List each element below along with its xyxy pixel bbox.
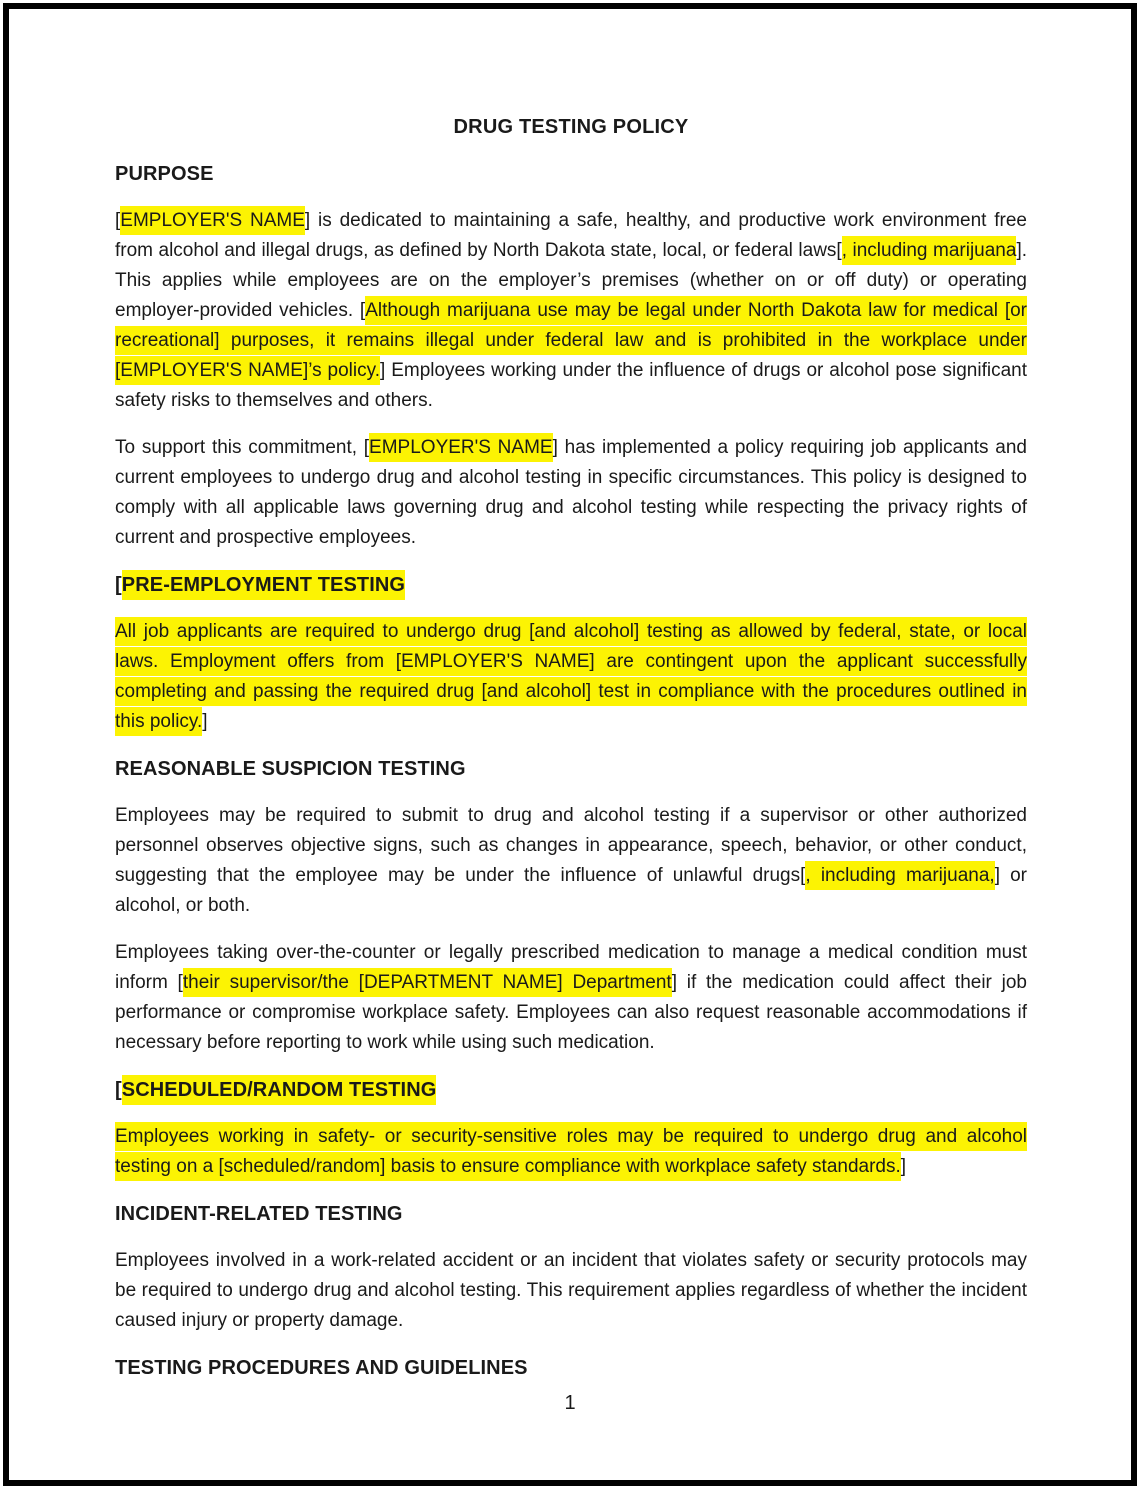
highlighted-text: All job applicants are required to undergo drug [and alcohol] testing as allowed by federal, state, or local laws. Employment offers from [EMPLOYER'S NAME] are contingent upon the applicant successfully completing and passing the required drug [and alcohol] test in compliance with the procedures outlined in this policy.	[115, 617, 1027, 736]
paragraph	[115, 801, 1027, 921]
document-title: DRUG TESTING POLICY	[453, 116, 689, 138]
section-heading	[115, 570, 1027, 600]
text-run: Employees taking over-the-counter or legally prescribed medication to manage a medical condition must inform [	[115, 942, 1027, 993]
highlighted-text: Employees working in safety- or security-sensitive roles may be required to undergo drug and alcohol testing on a [scheduled/random] basis to ensure compliance with workplace safety standards.	[115, 1122, 1027, 1181]
highlighted-text: their supervisor/the [DEPARTMENT NAME] Department	[183, 968, 672, 997]
highlighted-text: EMPLOYER'S NAME	[120, 206, 305, 235]
paragraph	[115, 1246, 1027, 1336]
paragraph	[115, 206, 1027, 416]
text-run: [	[115, 210, 121, 231]
section-heading	[115, 1199, 1027, 1229]
text-run: [	[115, 1079, 122, 1101]
text-run: Employees may be required to submit to drug and alcohol testing if a supervisor or other authorized personnel observes objective signs, such as changes in appearance, speech, behavior, or other conduct, suggesting that the employee may be under the influence of unlawful drugs[	[115, 805, 1027, 886]
text-run: ]. This applies while employees are on the employer’s premises (whether on or off duty) or operating employer-provided vehicles. [	[115, 240, 1027, 321]
highlighted-text: PRE-EMPLOYMENT TESTING	[122, 570, 405, 600]
text-run: INCIDENT-RELATED TESTING	[115, 1203, 403, 1225]
highlighted-text: EMPLOYER'S NAME	[369, 433, 553, 462]
page-number: 1	[564, 1392, 576, 1414]
text-run: ] if the medication could affect their job performance or compromise workplace safety. Employees can also request reasonable accommodations if necessary before reporting to work while using such medication.	[115, 972, 1027, 1053]
text-run: [	[115, 574, 122, 596]
highlighted-text: , including marijuana	[842, 236, 1017, 265]
text-run: To support this commitment, [	[115, 437, 370, 458]
text-run: ] or alcohol, or both.	[115, 865, 1028, 916]
paragraph	[115, 617, 1027, 737]
text-run: ]	[900, 1156, 907, 1177]
section-heading	[115, 754, 1027, 784]
section-heading	[115, 1353, 1027, 1383]
document-body	[115, 159, 1027, 1383]
highlighted-text: Although marijuana use may be legal under North Dakota law for medical [or recreational] purposes, it remains illegal under federal law and is prohibited in the workplace under [EMPLOYER'S NAME]’s policy.	[115, 296, 1027, 385]
text-run: Employees involved in a work-related accident or an incident that violates safety or security protocols may be required to undergo drug and alcohol testing. This requirement applies regardless of whether the incident caused injury or property damage.	[115, 1250, 1027, 1331]
text-run: ] is dedicated to maintaining a safe, healthy, and productive work environment free from alcohol and illegal drugs, as defined by North Dakota state, local, or federal laws[	[115, 210, 1028, 261]
text-run: REASONABLE SUSPICION TESTING	[115, 758, 466, 780]
text-run: PURPOSE	[115, 163, 214, 185]
paragraph	[115, 1122, 1027, 1182]
text-run: TESTING PROCEDURES AND GUIDELINES	[115, 1357, 528, 1379]
text-run: ] has implemented a policy requiring job applicants and current employees to undergo drug and alcohol testing in specific circumstances. This policy is designed to comply with all applicable laws governing drug and alcohol testing while respecting the privacy rights of current and prospective employees.	[115, 437, 1027, 548]
text-run: ] Employees working under the influence of drugs or alcohol pose significant safety risks to themselves and others.	[115, 360, 1028, 411]
text-run: ]	[202, 711, 208, 732]
paragraph	[115, 938, 1027, 1058]
page-content	[115, 0, 1027, 1400]
highlighted-text: , including marijuana,	[805, 861, 994, 890]
highlighted-text: SCHEDULED/RANDOM TESTING	[122, 1075, 437, 1105]
section-heading	[115, 159, 1027, 189]
paragraph	[115, 433, 1027, 553]
section-heading	[115, 1075, 1027, 1105]
